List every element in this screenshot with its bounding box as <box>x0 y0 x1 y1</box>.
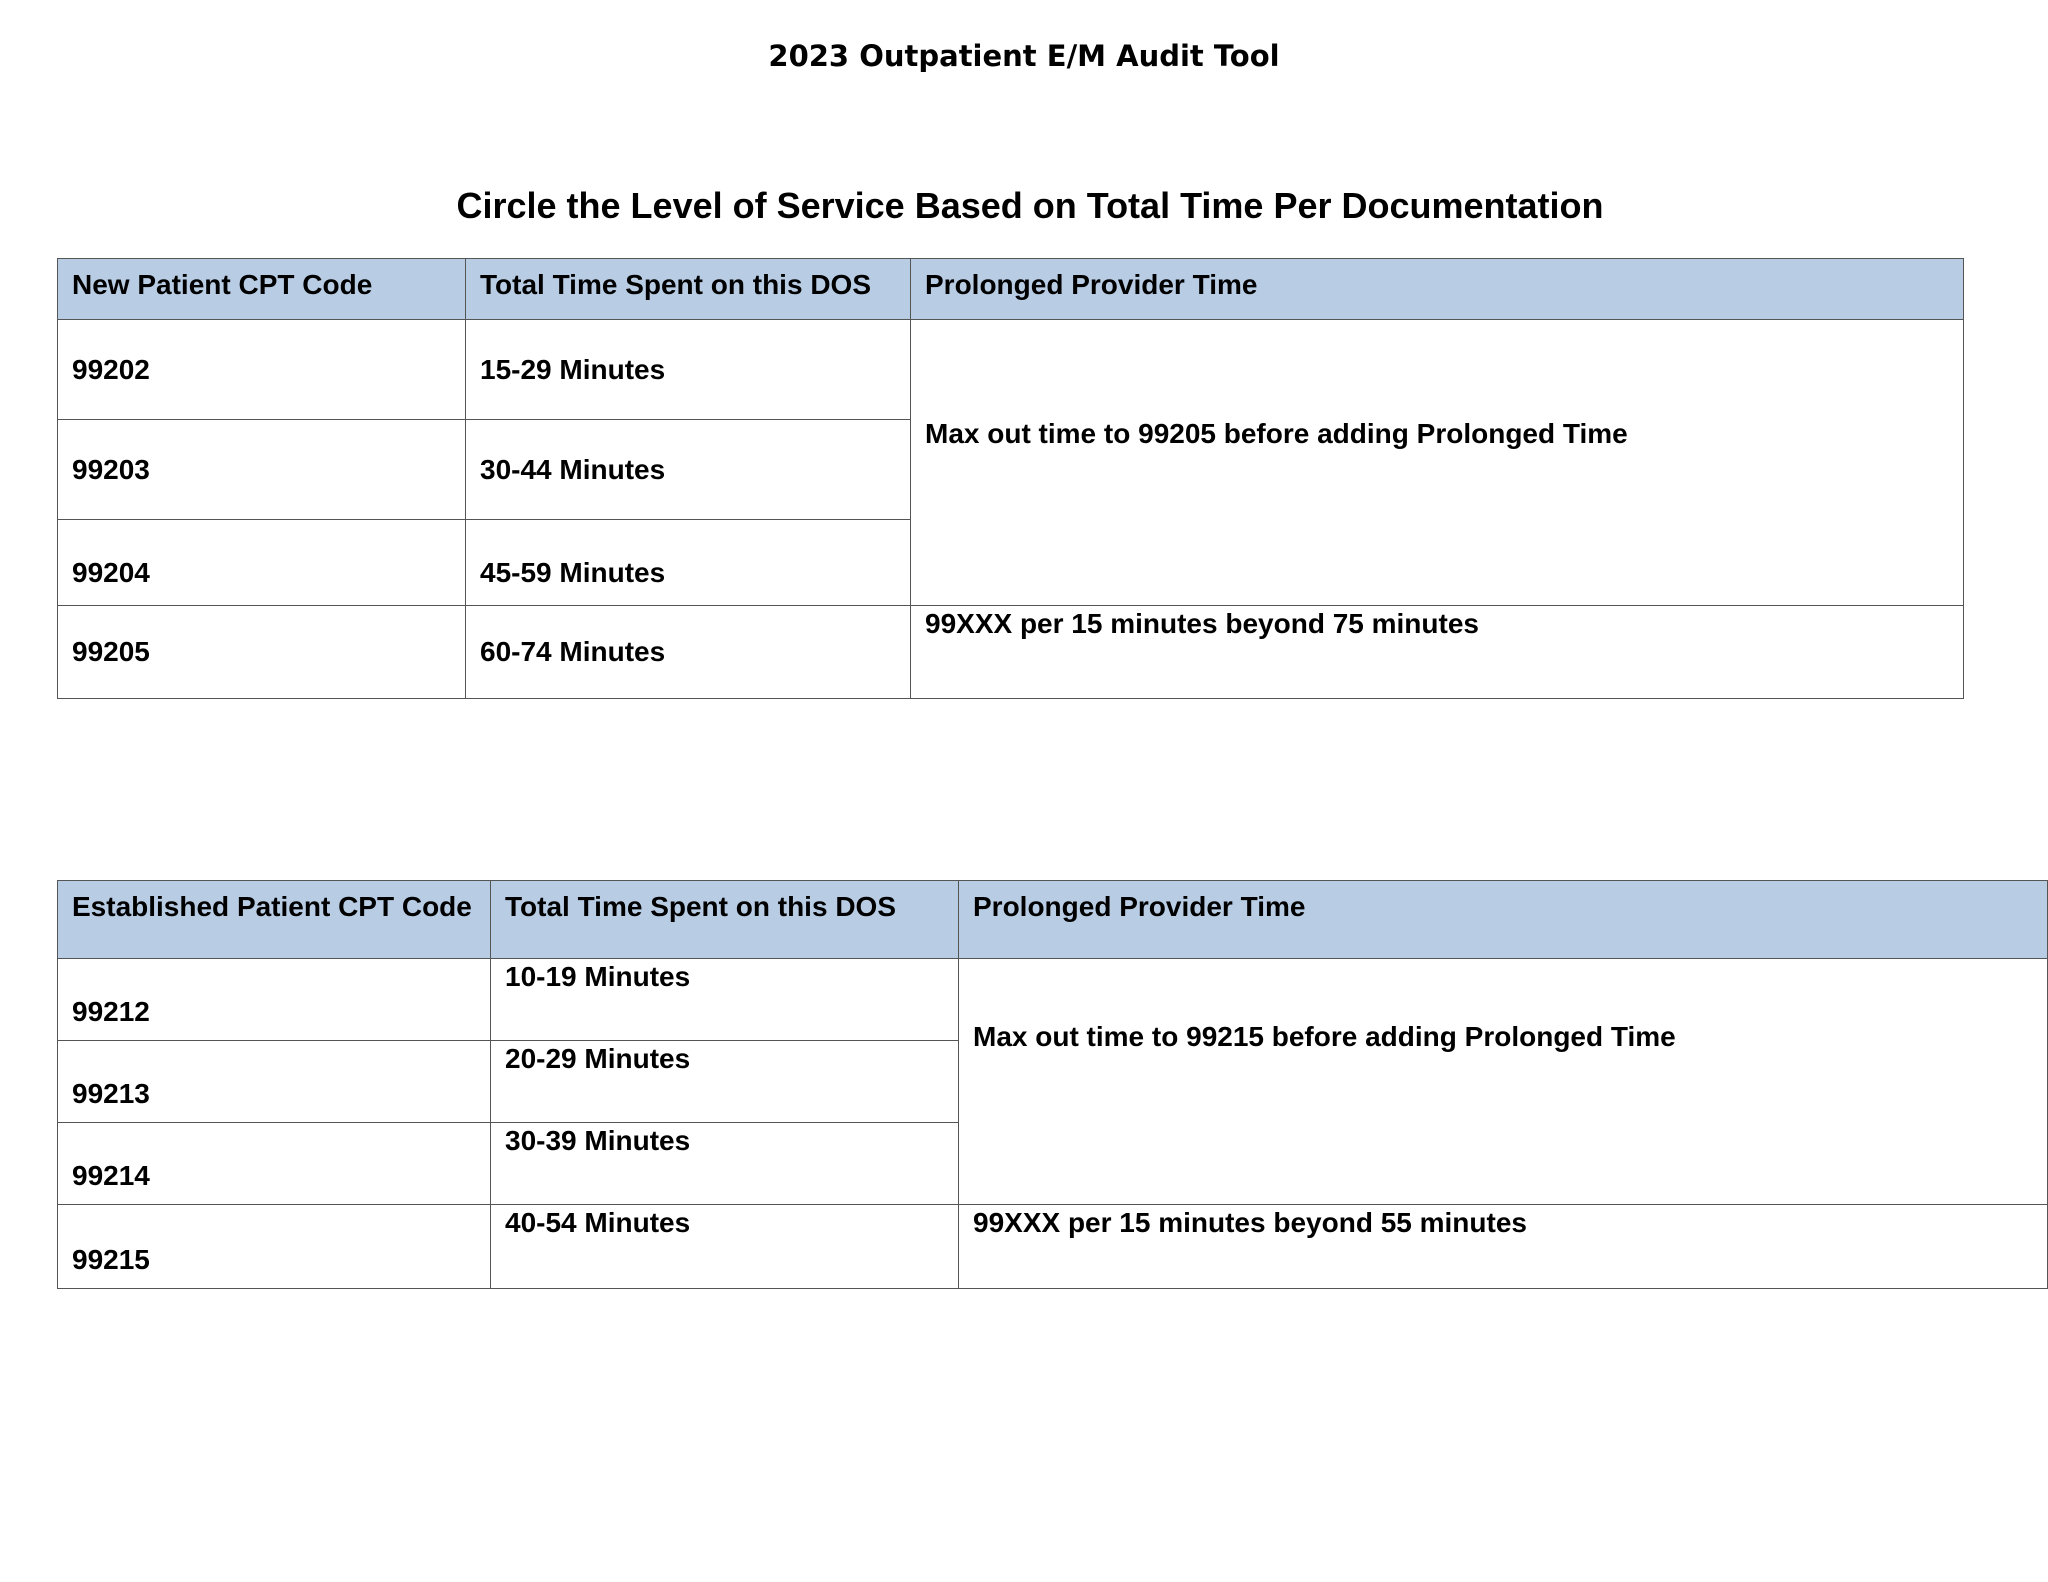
time-range-cell[interactable]: 40-54 Minutes <box>491 1205 959 1289</box>
prolonged-time-note: 99XXX per 15 minutes beyond 75 minutes <box>911 606 1964 699</box>
cpt-code-cell[interactable]: 99204 <box>58 520 466 606</box>
page-title: 2023 Outpatient E/M Audit Tool <box>768 39 1280 73</box>
time-range-cell[interactable]: 30-39 Minutes <box>491 1123 959 1205</box>
section-heading: Circle the Level of Service Based on Total Time Per Documentation <box>456 185 1604 226</box>
time-range-cell[interactable]: 10-19 Minutes <box>491 959 959 1041</box>
established-patient-table <box>57 880 2048 1289</box>
cpt-code-cell[interactable]: 99212 <box>58 959 491 1041</box>
prolonged-time-note: 99XXX per 15 minutes beyond 55 minutes <box>959 1205 2048 1289</box>
table-row <box>58 959 2048 1041</box>
cpt-code-cell[interactable]: 99205 <box>58 606 466 699</box>
header-new-patient-cpt-code: New Patient CPT Code <box>58 259 466 320</box>
cpt-code-cell[interactable]: 99202 <box>58 320 466 420</box>
table-header-row <box>58 259 1964 320</box>
max-out-note: Max out time to 99215 before adding Prolonged Time <box>959 959 2048 1205</box>
table-header-row <box>58 881 2048 959</box>
time-range-cell[interactable]: 60-74 Minutes <box>466 606 911 699</box>
time-range-cell[interactable]: 45-59 Minutes <box>466 520 911 606</box>
time-range-cell[interactable]: 20-29 Minutes <box>491 1041 959 1123</box>
cpt-code-cell[interactable]: 99214 <box>58 1123 491 1205</box>
header-total-time: Total Time Spent on this DOS <box>491 881 959 959</box>
table-row <box>58 606 1964 699</box>
max-out-note: Max out time to 99205 before adding Prolonged Time <box>911 320 1964 606</box>
cpt-code-cell[interactable]: 99213 <box>58 1041 491 1123</box>
time-range-cell[interactable]: 15-29 Minutes <box>466 320 911 420</box>
header-prolonged-provider-time: Prolonged Provider Time <box>959 881 2048 959</box>
header-prolonged-provider-time: Prolonged Provider Time <box>911 259 1964 320</box>
new-patient-table <box>57 258 1964 699</box>
table-row <box>58 320 1964 420</box>
cpt-code-cell[interactable]: 99215 <box>58 1205 491 1289</box>
table-row <box>58 1205 2048 1289</box>
cpt-code-cell[interactable]: 99203 <box>58 420 466 520</box>
time-range-cell[interactable]: 30-44 Minutes <box>466 420 911 520</box>
header-established-patient-cpt-code: Established Patient CPT Code <box>58 881 491 959</box>
header-total-time: Total Time Spent on this DOS <box>466 259 911 320</box>
